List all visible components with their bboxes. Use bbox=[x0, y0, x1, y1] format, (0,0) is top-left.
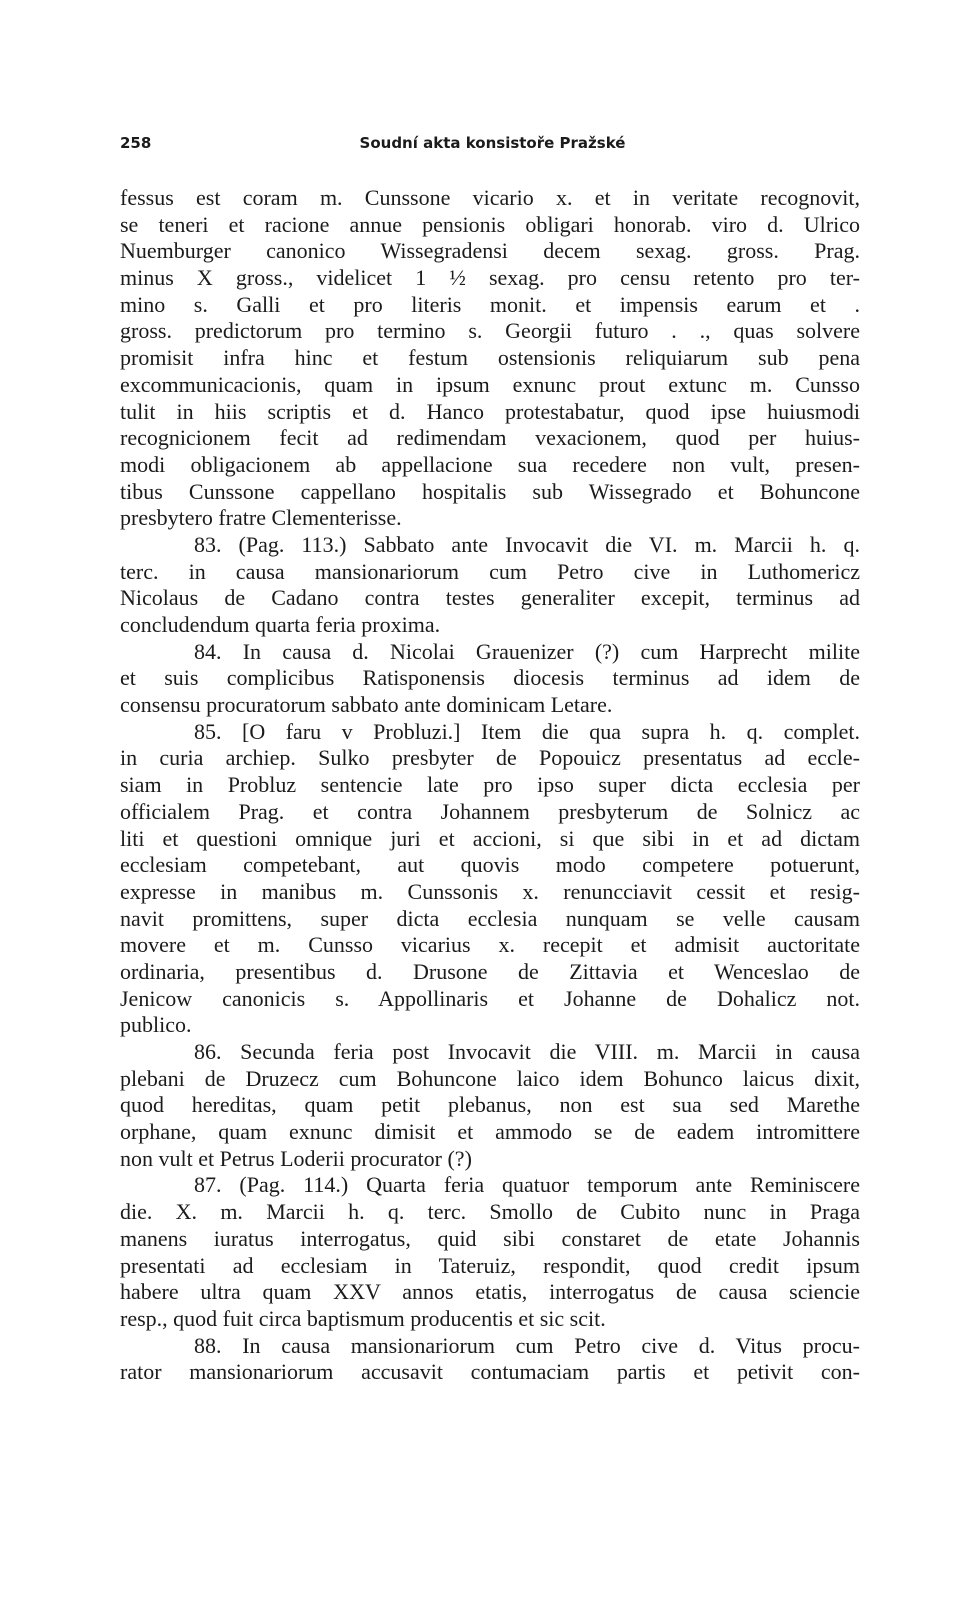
text-line: ordinaria, presentibus d. Drusone de Zittavia et Wenceslao de bbox=[120, 958, 860, 984]
text-line: navit promittens, super dicta ecclesia nunquam se velle causam bbox=[120, 905, 860, 931]
running-head: Soudní akta konsistoře Pražské bbox=[359, 134, 626, 152]
text-line: manens iuratus interrogatus, quid sibi constaret de etate Johannis bbox=[120, 1225, 860, 1251]
text-line: gross. predictorum pro termino s. Georgii futuro . ., quas solvere bbox=[120, 318, 860, 344]
text-line: fessus est coram m. Cunssone vicario x. et in veritate recognovit, bbox=[120, 185, 860, 210]
text-line: 87. (Pag. 114.) Quarta feria quatuor temporum ante Reminiscere bbox=[194, 1172, 860, 1198]
text-line: expresse in manibus m. Cunssonis x. renuncciavit cessit et resig- bbox=[120, 878, 860, 904]
text-line: 85. [O faru v Probluzi.] Item die qua supra h. q. complet. bbox=[194, 718, 860, 744]
text-line: 88. In causa mansionariorum cum Petro cive d. Vitus procu- bbox=[194, 1332, 860, 1358]
text-line: tibus Cunssone cappellano hospitalis sub Wissegrado et Bohuncone bbox=[120, 478, 860, 504]
text-line: publico. bbox=[120, 1012, 192, 1038]
text-line: consensu procuratorum sabbato ante dominicam Letare. bbox=[120, 692, 613, 718]
text-line: rator mansionariorum accusavit contumaciam partis et petivit con- bbox=[120, 1359, 860, 1385]
text-line: concludendum quarta feria proxima. bbox=[120, 612, 441, 637]
text-line: terc. in causa mansionariorum cum Petro cive in Luthomericz bbox=[120, 558, 860, 584]
text-line: mino s. Galli et pro literis monit. et impensis earum et . bbox=[120, 291, 860, 317]
text-line: presentati ad ecclesiam in Tateruiz, respondit, quod credit ipsum bbox=[120, 1252, 860, 1278]
text-line: se teneri et racione annue pensionis obligari honorab. viro d. Ulrico bbox=[120, 211, 860, 237]
text-line: Nicolaus de Cadano contra testes generaliter excepit, terminus ad bbox=[120, 585, 860, 611]
text-line: 84. In causa d. Nicolai Grauenizer (?) cum Harprecht milite bbox=[194, 638, 860, 664]
text-line: recognicionem fecit ad redimendam vexacionem, quod per huius- bbox=[120, 425, 860, 451]
text-line: 86. Secunda feria post Invocavit die VIII. m. Marcii in causa bbox=[194, 1039, 860, 1064]
text-line: excommunicacionis, quam in ipsum exnunc prout extunc m. Cunsso bbox=[120, 371, 860, 397]
text-line: 83. (Pag. 113.) Sabbato ante Invocavit die VI. m. Marcii h. q. bbox=[194, 531, 860, 557]
text-line: in curia archiep. Sulko presbyter de Popouicz presentatus ad eccle- bbox=[120, 745, 860, 771]
text-line: siam in Probluz sentencie late pro ipso super dicta ecclesia per bbox=[120, 772, 860, 798]
text-line: movere et m. Cunsso vicarius x. recepit et admisit auctoritate bbox=[120, 932, 860, 958]
text-line: et suis complicibus Ratisponensis diocesis terminus ad idem de bbox=[120, 665, 860, 691]
text-line: non vult et Petrus Loderii procurator (?) bbox=[120, 1145, 472, 1171]
text-line: minus X gross., videlicet 1 ½ sexag. pro censu retento pro ter- bbox=[120, 265, 860, 291]
page-number: 258 bbox=[120, 134, 152, 152]
text-line: officialem Prag. et contra Johannem presbyterum de Solnicz ac bbox=[120, 798, 860, 824]
text-line: resp., quod fuit circa baptismum producentis et sic scit. bbox=[120, 1305, 606, 1331]
text-line: promisit infra hinc et festum ostensionis reliquiarum sub pena bbox=[120, 345, 860, 371]
body-text bbox=[120, 185, 860, 1386]
text-line: Jenicow canonicis s. Appollinaris et Johanne de Dohalicz not. bbox=[120, 985, 860, 1011]
text-line: quod hereditas, quam petit plebanus, non est sua sed Marethe bbox=[120, 1092, 860, 1118]
text-line: orphane, quam exnunc dimisit et ammodo se de eadem intromittere bbox=[120, 1119, 860, 1145]
text-line: plebani de Druzecz cum Bohuncone laico idem Bohunco laicus dixit, bbox=[120, 1065, 860, 1091]
text-line: modi obligacionem ab appellacione sua recedere non vult, presen- bbox=[120, 451, 860, 477]
text-line: die. X. m. Marcii h. q. terc. Smollo de Cubito nunc in Praga bbox=[120, 1199, 860, 1225]
text-line: liti et questioni omnique juri et accioni, si que sibi in et ad dictam bbox=[120, 825, 860, 851]
text-line: ecclesiam competebant, aut quovis modo competere potuerunt, bbox=[120, 852, 860, 878]
text-line: tulit in hiis scriptis et d. Hanco protestabatur, quod ipse huiusmodi bbox=[120, 398, 860, 424]
text-line: Nuemburger canonico Wissegradensi decem sexag. gross. Prag. bbox=[120, 238, 860, 264]
page-header bbox=[120, 134, 865, 158]
text-line: habere ultra quam XXV annos etatis, interrogatus de causa sciencie bbox=[120, 1279, 860, 1305]
text-line: presbytero fratre Clementerisse. bbox=[120, 505, 402, 531]
